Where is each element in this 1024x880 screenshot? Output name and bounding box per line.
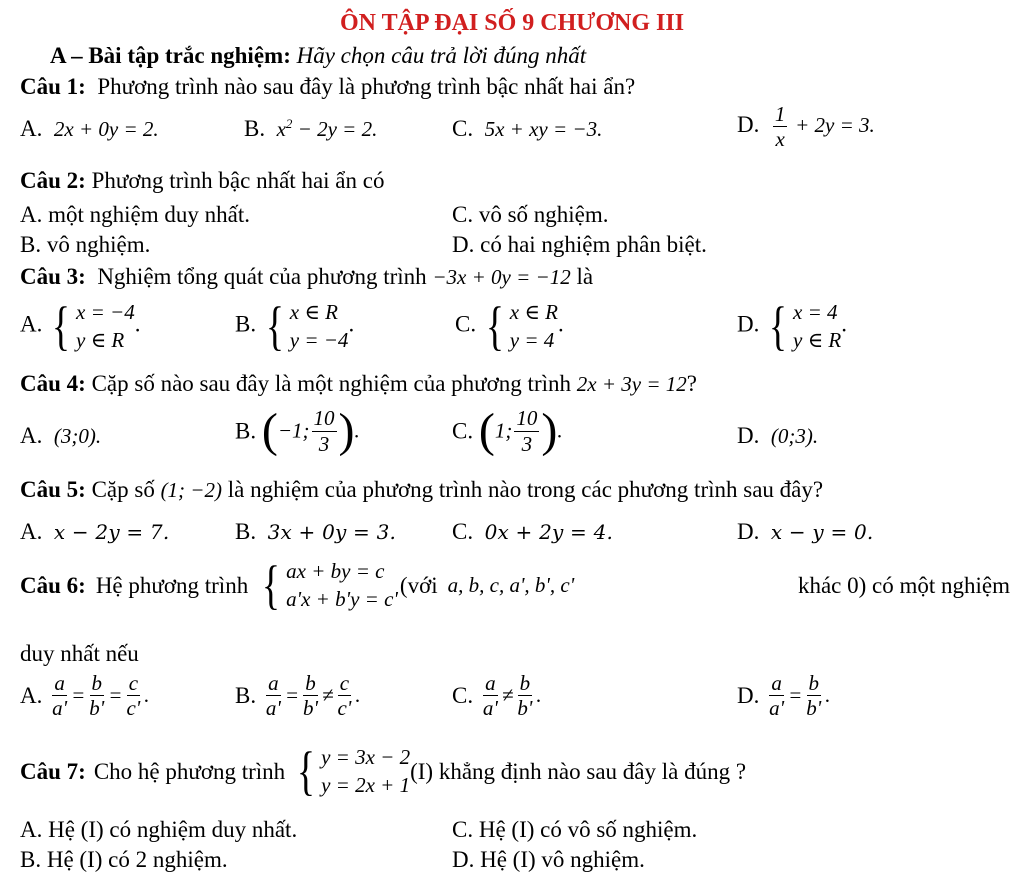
system-row: y ∈ R xyxy=(793,328,842,353)
math-operator: = xyxy=(284,683,300,708)
fraction-denominator: x xyxy=(775,127,785,152)
question-4-label: Câu 4: xyxy=(20,371,86,396)
fraction-denominator: a' xyxy=(482,696,498,721)
question-3 xyxy=(20,265,593,288)
option-letter: B. xyxy=(235,311,257,337)
math-operator: ≠ xyxy=(322,683,334,708)
fraction xyxy=(50,672,69,719)
fraction-numerator: c xyxy=(339,671,350,695)
q4-option-a[interactable] xyxy=(20,424,101,447)
math-exponent: 2 xyxy=(285,116,293,131)
question-5-pair: (1; −2) xyxy=(160,478,222,502)
section-a-heading xyxy=(50,44,586,67)
question-1 xyxy=(20,75,635,98)
option-end: . xyxy=(134,311,141,337)
q2-option-d[interactable]: D. có hai nghiệm phân biệt. xyxy=(452,232,707,257)
fraction xyxy=(804,672,823,719)
math-base: x xyxy=(276,117,286,141)
option-math: (3;0). xyxy=(53,424,102,448)
q2-option-c[interactable]: C. vô số nghiệm. xyxy=(452,202,609,227)
q1-option-d[interactable] xyxy=(737,103,875,150)
fraction xyxy=(124,672,142,719)
question-3-label: Câu 3: xyxy=(20,264,86,289)
question-4-text-end: ? xyxy=(686,371,697,396)
question-5-label: Câu 5: xyxy=(20,477,86,502)
fraction-numerator: 1 xyxy=(774,102,786,126)
equation-system xyxy=(765,298,841,355)
fraction-numerator: 10 xyxy=(313,406,335,431)
fraction xyxy=(481,672,500,719)
fraction-denominator: a' xyxy=(265,696,281,721)
option-letter: B. xyxy=(244,116,266,141)
math-operator: = xyxy=(108,683,123,708)
option-math: 3x + 0y = 3. xyxy=(267,520,397,544)
option-letter: D. xyxy=(737,111,760,137)
q5-option-a[interactable] xyxy=(20,520,169,543)
q6-option-c[interactable] xyxy=(452,672,542,719)
equation-system xyxy=(258,557,398,614)
q2-option-b[interactable]: B. vô nghiệm. xyxy=(20,232,151,257)
system-row: x ∈ R xyxy=(509,300,558,324)
option-letter: A. xyxy=(20,683,43,709)
option-end: . xyxy=(355,683,361,708)
question-6-line2: duy nhất nếu xyxy=(20,641,139,666)
question-7 xyxy=(20,743,746,800)
question-4-text: Cặp số nào sau đây là một nghiệm của phương trình xyxy=(91,371,571,396)
fraction-denominator: b' xyxy=(89,696,105,721)
fraction-numerator: a xyxy=(268,671,279,695)
fraction-denominator: b' xyxy=(806,696,822,721)
fraction-numerator: a xyxy=(485,671,496,695)
option-letter: C. xyxy=(452,116,474,141)
question-1-label: Câu 1: xyxy=(20,74,86,99)
question-6-text-mid: (với xyxy=(399,572,438,598)
option-math xyxy=(277,117,378,141)
fraction-numerator: b xyxy=(808,671,820,695)
fraction xyxy=(773,103,788,150)
fraction-numerator: b xyxy=(305,671,316,695)
question-6-label: Câu 6: xyxy=(20,572,86,598)
fraction-denominator: 3 xyxy=(521,431,533,456)
system-row: x ∈ R xyxy=(289,300,338,324)
fraction-denominator: a' xyxy=(52,696,68,721)
brace-icon: { xyxy=(265,296,284,357)
fraction-denominator: a' xyxy=(769,696,785,721)
option-letter: B. xyxy=(235,418,257,444)
question-4 xyxy=(20,372,697,395)
option-letter: B. xyxy=(235,519,257,544)
math-rest: − 2y = 2. xyxy=(292,117,378,141)
q7-option-b[interactable]: B. Hệ (I) có 2 nghiệm. xyxy=(20,847,228,872)
option-end: . xyxy=(144,683,150,708)
math-operator: ≠ xyxy=(501,683,514,708)
q1-option-c[interactable] xyxy=(452,117,602,140)
fraction xyxy=(336,672,354,719)
brace-icon: { xyxy=(485,296,504,357)
option-end: . xyxy=(536,683,542,708)
equation-system xyxy=(262,298,349,355)
q5-option-b[interactable] xyxy=(235,520,396,543)
system-row: y ∈ R xyxy=(76,328,125,353)
paren-left-icon: ( xyxy=(478,404,495,457)
fraction-numerator: a xyxy=(771,671,782,695)
question-7-text: Cho hệ phương trình xyxy=(93,758,286,784)
page-title: ÔN TẬP ĐẠI SỐ 9 CHƯƠNG III xyxy=(340,10,685,36)
q5-option-d[interactable] xyxy=(737,520,873,543)
math-operator: = xyxy=(71,683,86,708)
fraction xyxy=(312,407,337,454)
system-row: ax + by = c xyxy=(286,559,385,583)
question-5-text-end: là nghiệm của phương trình nào trong các phương trình sau đây? xyxy=(227,477,824,502)
option-end: . xyxy=(825,683,831,708)
option-math: 5x + xy = −3. xyxy=(484,117,603,141)
question-3-text-end: là xyxy=(576,264,594,289)
system-row: x = −4 xyxy=(76,300,135,324)
option-letter: D. xyxy=(737,519,760,544)
fraction-denominator: 3 xyxy=(318,431,330,456)
question-6-text: Hệ phương trình xyxy=(95,572,249,598)
equation-system xyxy=(48,298,135,355)
option-math: −1; xyxy=(277,418,310,443)
fraction-numerator: b xyxy=(91,671,103,695)
q3-option-c[interactable] xyxy=(455,298,564,355)
q7-option-a[interactable]: A. Hệ (I) có nghiệm duy nhất. xyxy=(20,817,298,842)
math-operator: = xyxy=(788,683,803,708)
fraction-denominator: b' xyxy=(517,696,533,721)
fraction xyxy=(87,672,106,719)
question-3-equation: −3x + 0y = −12 xyxy=(432,265,571,289)
option-letter: B. xyxy=(235,683,257,709)
option-math: 0x + 2y = 4. xyxy=(484,520,614,544)
option-letter: D. xyxy=(737,683,760,709)
section-a-label: A – Bài tập trắc nghiệm: xyxy=(50,43,291,68)
option-letter: D. xyxy=(737,311,760,337)
q2-option-a[interactable]: A. một nghiệm duy nhất. xyxy=(20,202,250,227)
q7-option-c[interactable]: C. Hệ (I) có vô số nghiệm. xyxy=(452,817,698,842)
fraction-denominator: c' xyxy=(126,696,141,721)
system-row: a'x + b'y = c' xyxy=(286,587,398,612)
option-end: . xyxy=(348,311,355,337)
option-letter: D. xyxy=(737,423,760,448)
system-row: y = −4 xyxy=(289,328,349,353)
brace-icon: { xyxy=(297,741,316,802)
option-letter: C. xyxy=(455,311,477,337)
option-letter: C. xyxy=(452,519,474,544)
brace-icon: { xyxy=(769,296,788,357)
system-row: y = 4 xyxy=(509,328,555,353)
q4-option-c[interactable] xyxy=(452,404,563,457)
q4-option-d[interactable] xyxy=(737,424,818,447)
q5-option-c[interactable] xyxy=(452,520,613,543)
q1-option-a[interactable] xyxy=(20,117,159,140)
brace-icon: { xyxy=(52,296,71,357)
equation-system xyxy=(482,298,558,355)
option-letter: A. xyxy=(20,423,43,448)
paren-left-icon: ( xyxy=(261,404,278,457)
fraction-numerator: b xyxy=(519,671,531,695)
q3-option-b[interactable] xyxy=(235,298,354,355)
option-end: . xyxy=(841,311,847,337)
question-7-text-end: (I) khẳng định nào sau đây là đúng ? xyxy=(410,758,747,784)
question-2 xyxy=(20,169,384,192)
q7-option-d[interactable]: D. Hệ (I) vô nghiệm. xyxy=(452,847,645,872)
option-letter: A. xyxy=(20,311,43,337)
option-end: . xyxy=(557,311,564,337)
question-2-label: Câu 2: xyxy=(20,168,86,193)
paren-right-icon: ) xyxy=(541,404,558,457)
q1-option-b[interactable] xyxy=(244,117,377,140)
question-5-text: Cặp số xyxy=(91,477,155,502)
paren-right-icon: ) xyxy=(338,404,355,457)
question-6-text-end: khác 0) có một nghiệm xyxy=(797,572,1010,598)
equation-system xyxy=(293,743,410,800)
fraction xyxy=(514,407,539,454)
question-6 xyxy=(20,557,1010,614)
option-math: x − y = 0. xyxy=(770,520,874,544)
fraction-numerator: 10 xyxy=(516,406,538,431)
q3-option-a[interactable] xyxy=(20,298,140,355)
option-end: . xyxy=(557,418,563,443)
option-end: . xyxy=(354,418,360,443)
fraction-denominator: c' xyxy=(337,696,352,721)
question-4-equation: 2x + 3y = 12 xyxy=(576,372,687,396)
q6-option-b[interactable] xyxy=(235,672,361,719)
q6-option-d[interactable] xyxy=(737,672,831,719)
system-row: y = 3x − 2 xyxy=(321,745,411,769)
question-3-text: Nghiệm tổng quát của phương trình xyxy=(97,264,427,289)
fraction-numerator: a xyxy=(54,671,65,695)
q3-option-d[interactable] xyxy=(737,298,847,355)
system-row: y = 2x + 1 xyxy=(321,773,411,798)
option-letter: A. xyxy=(20,116,43,141)
fraction xyxy=(515,672,534,719)
q6-option-a[interactable] xyxy=(20,672,150,719)
system-row: x = 4 xyxy=(793,300,838,324)
fraction xyxy=(767,672,786,719)
question-5 xyxy=(20,478,823,501)
question-7-label: Câu 7: xyxy=(20,758,86,784)
option-math: + 2y = 3. xyxy=(795,112,875,137)
question-1-text: Phương trình nào sau đây là phương trình bậc nhất hai ẩn? xyxy=(97,74,636,99)
option-letter: C. xyxy=(452,418,474,444)
option-letter: A. xyxy=(20,519,43,544)
brace-icon: { xyxy=(262,555,281,616)
fraction-denominator: b' xyxy=(303,696,319,721)
q4-option-b[interactable] xyxy=(235,404,360,457)
section-a-instruction: Hãy chọn câu trả lời đúng nhất xyxy=(296,43,587,68)
fraction xyxy=(301,672,320,719)
option-math: (0;3). xyxy=(770,424,819,448)
option-math: 1; xyxy=(494,418,513,443)
option-math: x − 2y = 7. xyxy=(53,520,170,544)
fraction xyxy=(264,672,283,719)
fraction-numerator: c xyxy=(128,671,139,695)
question-2-text: Phương trình bậc nhất hai ẩn có xyxy=(91,168,385,193)
question-6-vars: a, b, c, a', b', c' xyxy=(447,572,575,597)
option-letter: C. xyxy=(452,683,474,709)
option-math: 2x + 0y = 2. xyxy=(53,117,159,141)
